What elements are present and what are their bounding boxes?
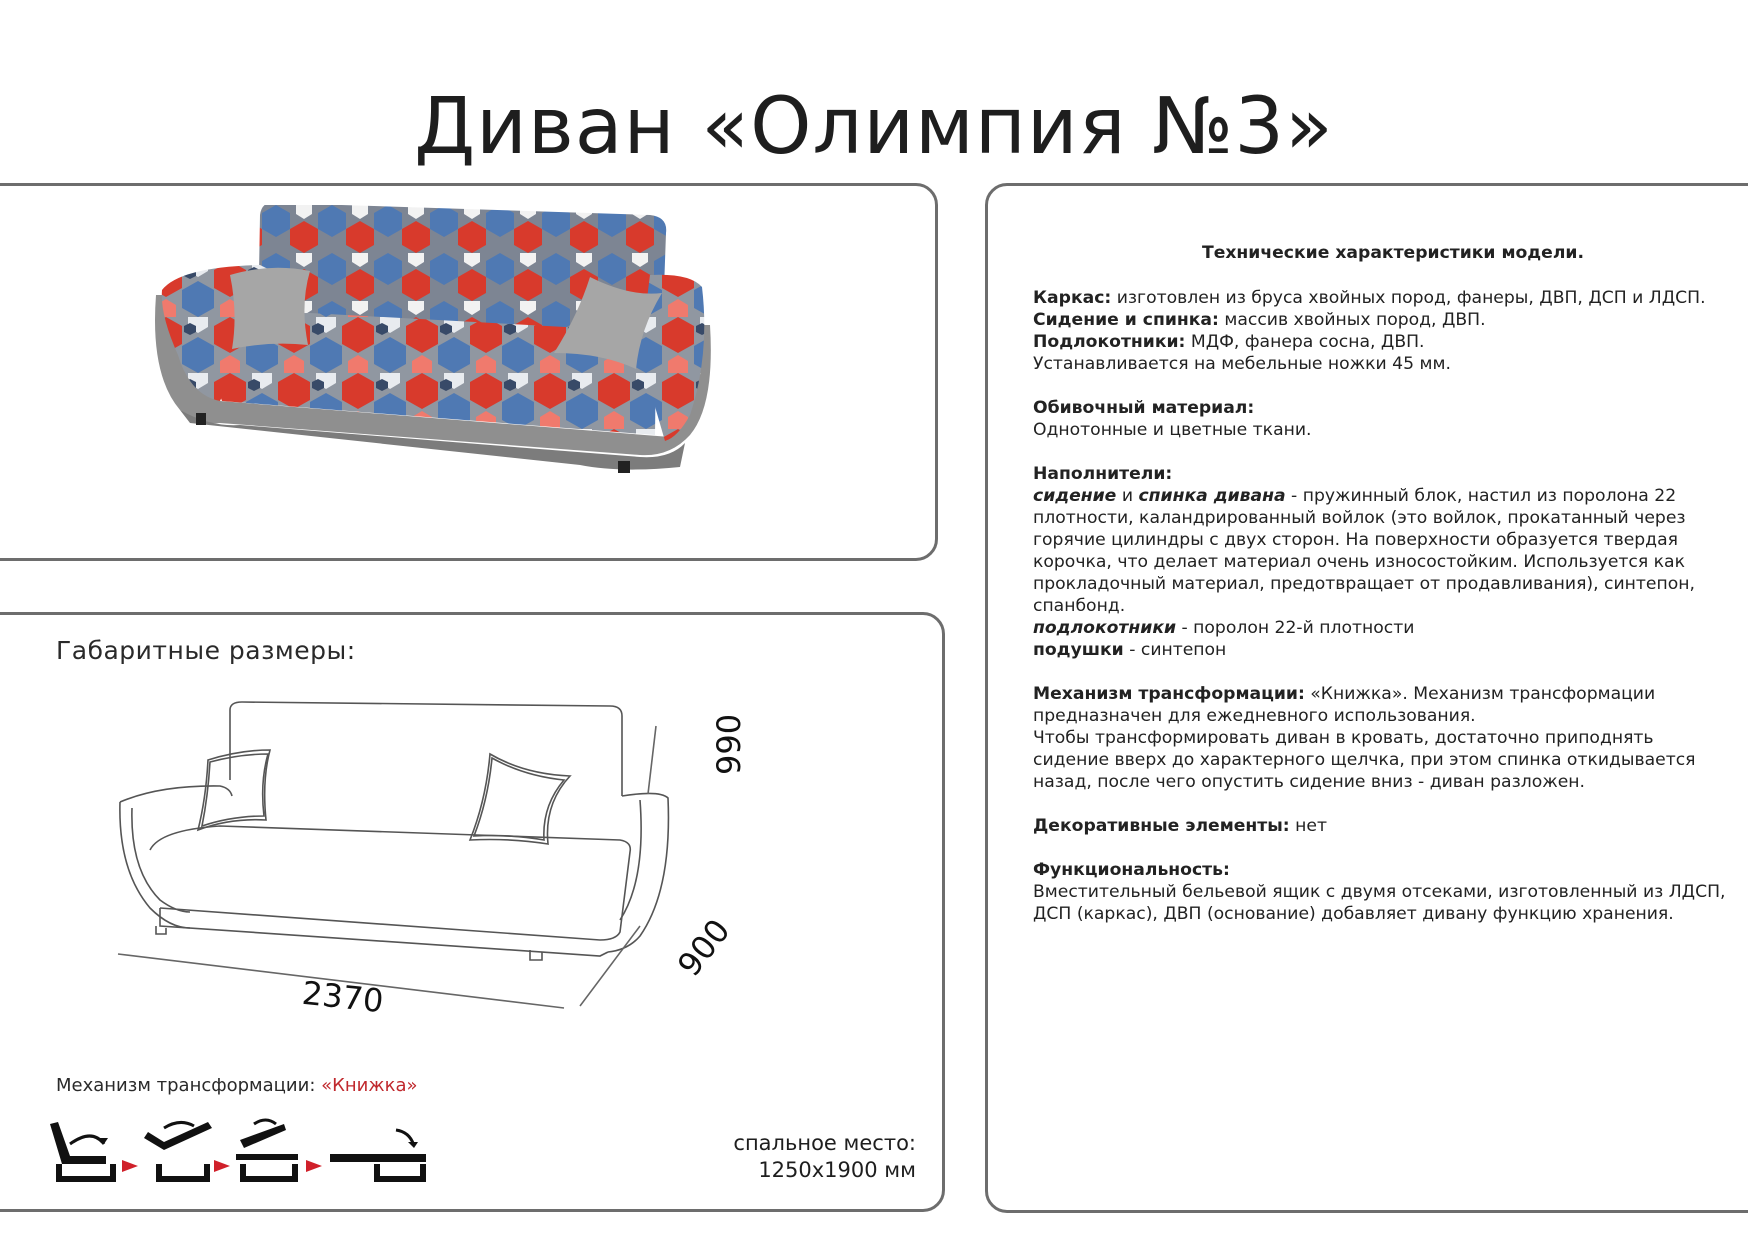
arm-label: Подлокотники: [1033,332,1186,352]
mechanism-steps-icons [44,1118,444,1188]
sleeping-place [733,1130,916,1184]
function-label: Функциональность: [1033,860,1230,880]
arrow-step-2-icon [214,1160,230,1172]
fillers-label: Наполнители: [1033,464,1173,484]
specs-construction [1033,287,1733,375]
dimension-height: 990 [710,713,748,775]
specs-decor [1033,815,1733,837]
arm-text: МДФ, фанера сосна, ДВП. [1185,332,1425,352]
decor-label: Декоративные элементы: [1033,816,1290,836]
page-title: Диван «Олимпия №3» [414,82,1334,173]
seat-label: Сидение и спинка: [1033,310,1219,330]
mechanism-step-4-icon [330,1130,426,1182]
dimension-depth: 900 [670,911,738,984]
frame-text: изготовлен из бруса хвойных пород, фанеры, ДВП, ДСП и ЛДСП. [1111,288,1706,308]
upholstery-label: Обивочный материал: [1033,398,1255,418]
dimensions-title: Габаритные размеры: [56,636,356,665]
specs-mechanism [1033,683,1733,793]
arrow-step-1-icon [122,1160,138,1172]
fillers-arm-text: - поролон 22-й плотности [1176,618,1415,638]
sofa-photo [150,205,790,535]
fillers-and: и [1116,486,1139,506]
mechanism-howto: Чтобы трансформировать диван в кровать, достаточно приподнять сидение вверх до характерного щелчка, при этом спинка откидывается назад, после чего опустить сидение вниз - диван разложен. [1033,728,1696,792]
sleeping-place-value: 1250x1900 мм [758,1158,916,1182]
upholstery-text: Однотонные и цветные ткани. [1033,420,1312,440]
specs-fillers [1033,463,1733,661]
mechanism-label: Механизм трансформации: [1033,684,1305,704]
specs-function [1033,859,1733,925]
fillers-arm-label: подлокотники [1033,618,1177,638]
arrow-step-3-icon [306,1160,322,1172]
fillers-seat-b: спинка дивана [1138,486,1286,506]
mechanism-text: «Книжка». Механизм трансформации предназначен для ежедневного использования. [1033,684,1656,726]
mechanism-caption [56,1075,418,1096]
specs-heading: Технические характеристики модели. [1201,243,1585,263]
specs-text [1033,242,1733,947]
specs-upholstery [1033,397,1733,441]
fillers-pillow-text: - синтепон [1123,640,1227,660]
mechanism-caption-label: Механизм трансформации: [56,1075,322,1096]
sofa-dimension-drawing [100,690,760,1020]
sleeping-place-label: спальное место: [733,1131,916,1155]
fillers-seat-a: сидение [1033,486,1117,506]
function-text: Вместительный бельевой ящик с двумя отсеками, изготовленный из ЛДСП, ДСП (каркас), ДВП (основание) добавляет дивану функцию хранения. [1033,882,1726,924]
decor-text: нет [1289,816,1327,836]
frame-label: Каркас: [1033,288,1112,308]
seat-text: массив хвойных пород, ДВП. [1218,310,1486,330]
mechanism-step-3-icon [236,1120,298,1182]
dimension-width: 2370 [300,973,386,1021]
fillers-seat-text: - пружинный блок, настил из поролона 22 плотности, каландрированный войлок (это войлок, прокатанный через горячие цилиндры с двух сторон. На поверхности образуется твердая корочка, что делает материал очень износостойким. Используется как прокладочный материал, предотвращает от продавливания), синтепон, спанбонд. [1033,486,1695,616]
mechanism-step-2-icon [144,1122,212,1182]
legs-text: Устанавливается на мебельные ножки 45 мм. [1033,354,1451,374]
mechanism-caption-value: «Книжка» [321,1075,418,1096]
fillers-pillow-label: подушки [1033,640,1124,660]
mechanism-step-1-icon [50,1122,116,1182]
